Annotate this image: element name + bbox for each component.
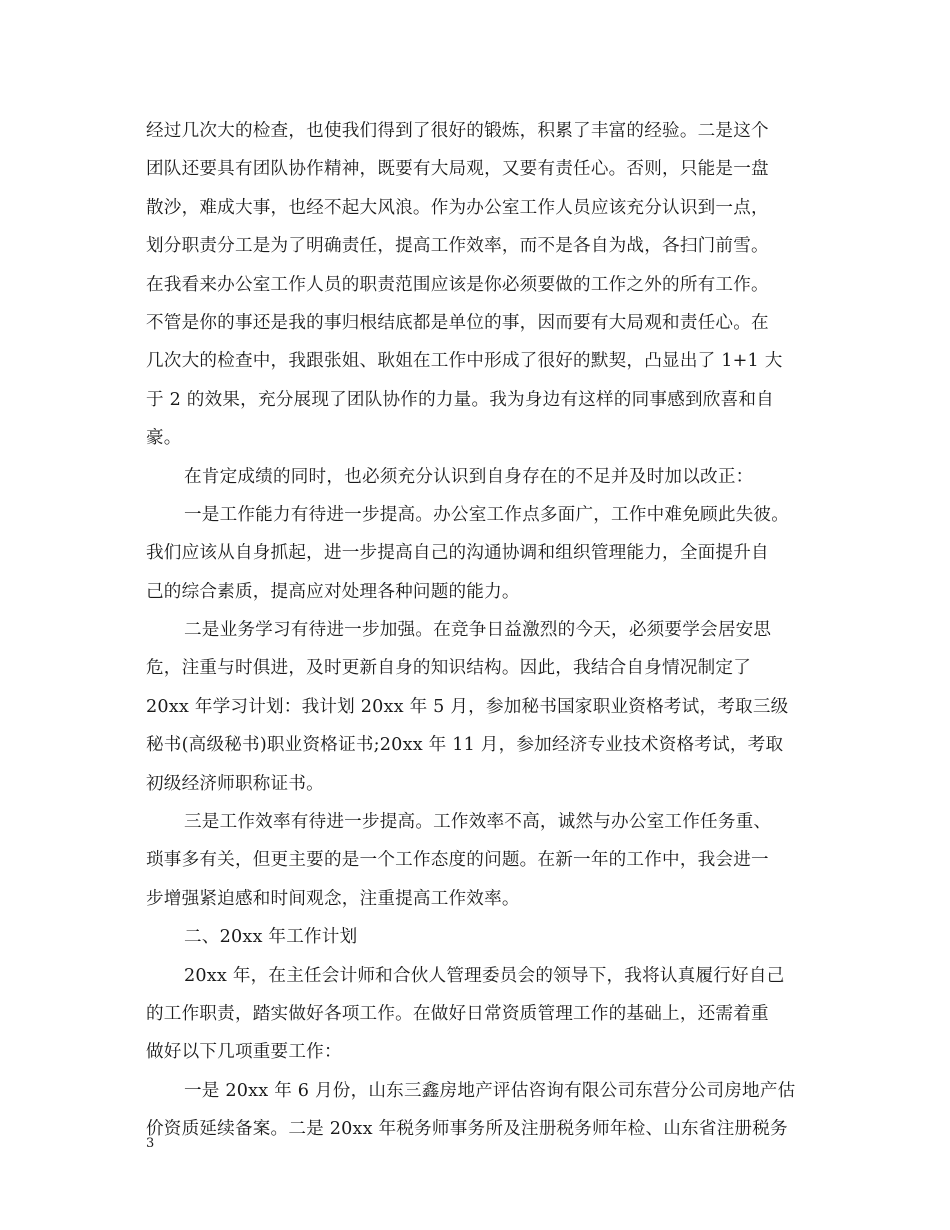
text-line: 我们应该从自身抓起，进一步提高自己的沟通协调和组织管理能力，全面提升自 [146,543,769,564]
text-line: 团队还要具有团队协作精神，既要有大局观，又要有责任心。否则，只能是一盘 [146,159,769,180]
body-text [146,112,812,1149]
text-line: 划分职责分工是为了明确责任，提高工作效率，而不是各自为战，各扫门前雪。 [146,236,769,257]
paragraph-start-line: 一是 20xx 年 6 月份，山东三鑫房地产评估咨询有限公司东营分公司房地产估 [184,1080,796,1101]
paragraph-start-line: 20xx 年，在主任会计师和合伙人管理委员会的领导下，我将认真履行好自己 [184,965,785,986]
paragraph-start-line: 一是工作能力有待进一步提高。办公室工作点多面广，工作中难免顾此失彼。 [184,504,789,525]
text-line: 20xx 年学习计划：我计划 20xx 年 5 月，参加秘书国家职业资格考试，考取三级 [146,696,789,717]
paragraph-start-line: 在肯定成绩的同时，也必须充分认识到自身存在的不足并及时加以改正： [184,466,754,487]
text-line: 己的综合素质，提高应对处理各种问题的能力。 [146,581,520,602]
text-line: 价资质延续备案。二是 20xx 年税务师事务所及注册税务师年检、山东省注册税务 [146,1119,788,1140]
page-number: 3 [146,1136,155,1151]
text-line: 秘书(高级秘书)职业资格证书;20xx 年 11 月，参加经济专业技术资格考试，考取 [146,735,784,756]
paragraph-start-line: 三是工作效率有待进一步提高。工作效率不高，诚然与办公室工作任务重、 [184,812,772,833]
text-line: 几次大的检查中，我跟张姐、耿姐在工作中形成了很好的默契，凸显出了 1+1 大 [146,351,783,372]
text-line: 琐事多有关，但更主要的是一个工作态度的问题。在新一年的工作中，我会进一 [146,850,769,871]
text-line: 在我看来办公室工作人员的职责范围应该是你必须要做的工作之外的所有工作。 [146,274,769,295]
text-line: 危，注重与时俱进，及时更新自身的知识结构。因此，我结合自身情况制定了 [146,658,751,679]
section-heading: 二、20xx 年工作计划 [184,927,358,948]
text-line: 做好以下几项重要工作： [146,1042,342,1063]
text-line: 散沙，难成大事，也经不起大风浪。作为办公室工作人员应该充分认识到一点， [146,197,769,218]
text-line: 豪。 [146,428,182,449]
paragraph-start-line: 二是业务学习有待进一步加强。在竞争日益激烈的今天，必须要学会居安思 [184,620,772,641]
text-line: 经过几次大的检查，也使我们得到了很好的锻炼，积累了丰富的经验。二是这个 [146,121,769,141]
text-line: 初级经济师职称证书。 [146,773,324,794]
text-line: 步增强紧迫感和时间观念，注重提高工作效率。 [146,888,520,909]
text-line: 于 2 的效果，充分展现了团队协作的力量。我为身边有这样的同事感到欣喜和自 [146,389,774,410]
text-line: 不管是你的事还是我的事归根结底都是单位的事，因而要有大局观和责任心。在 [146,312,769,333]
text-line: 的工作职责，踏实做好各项工作。在做好日常资质管理工作的基础上，还需着重 [146,1003,769,1024]
